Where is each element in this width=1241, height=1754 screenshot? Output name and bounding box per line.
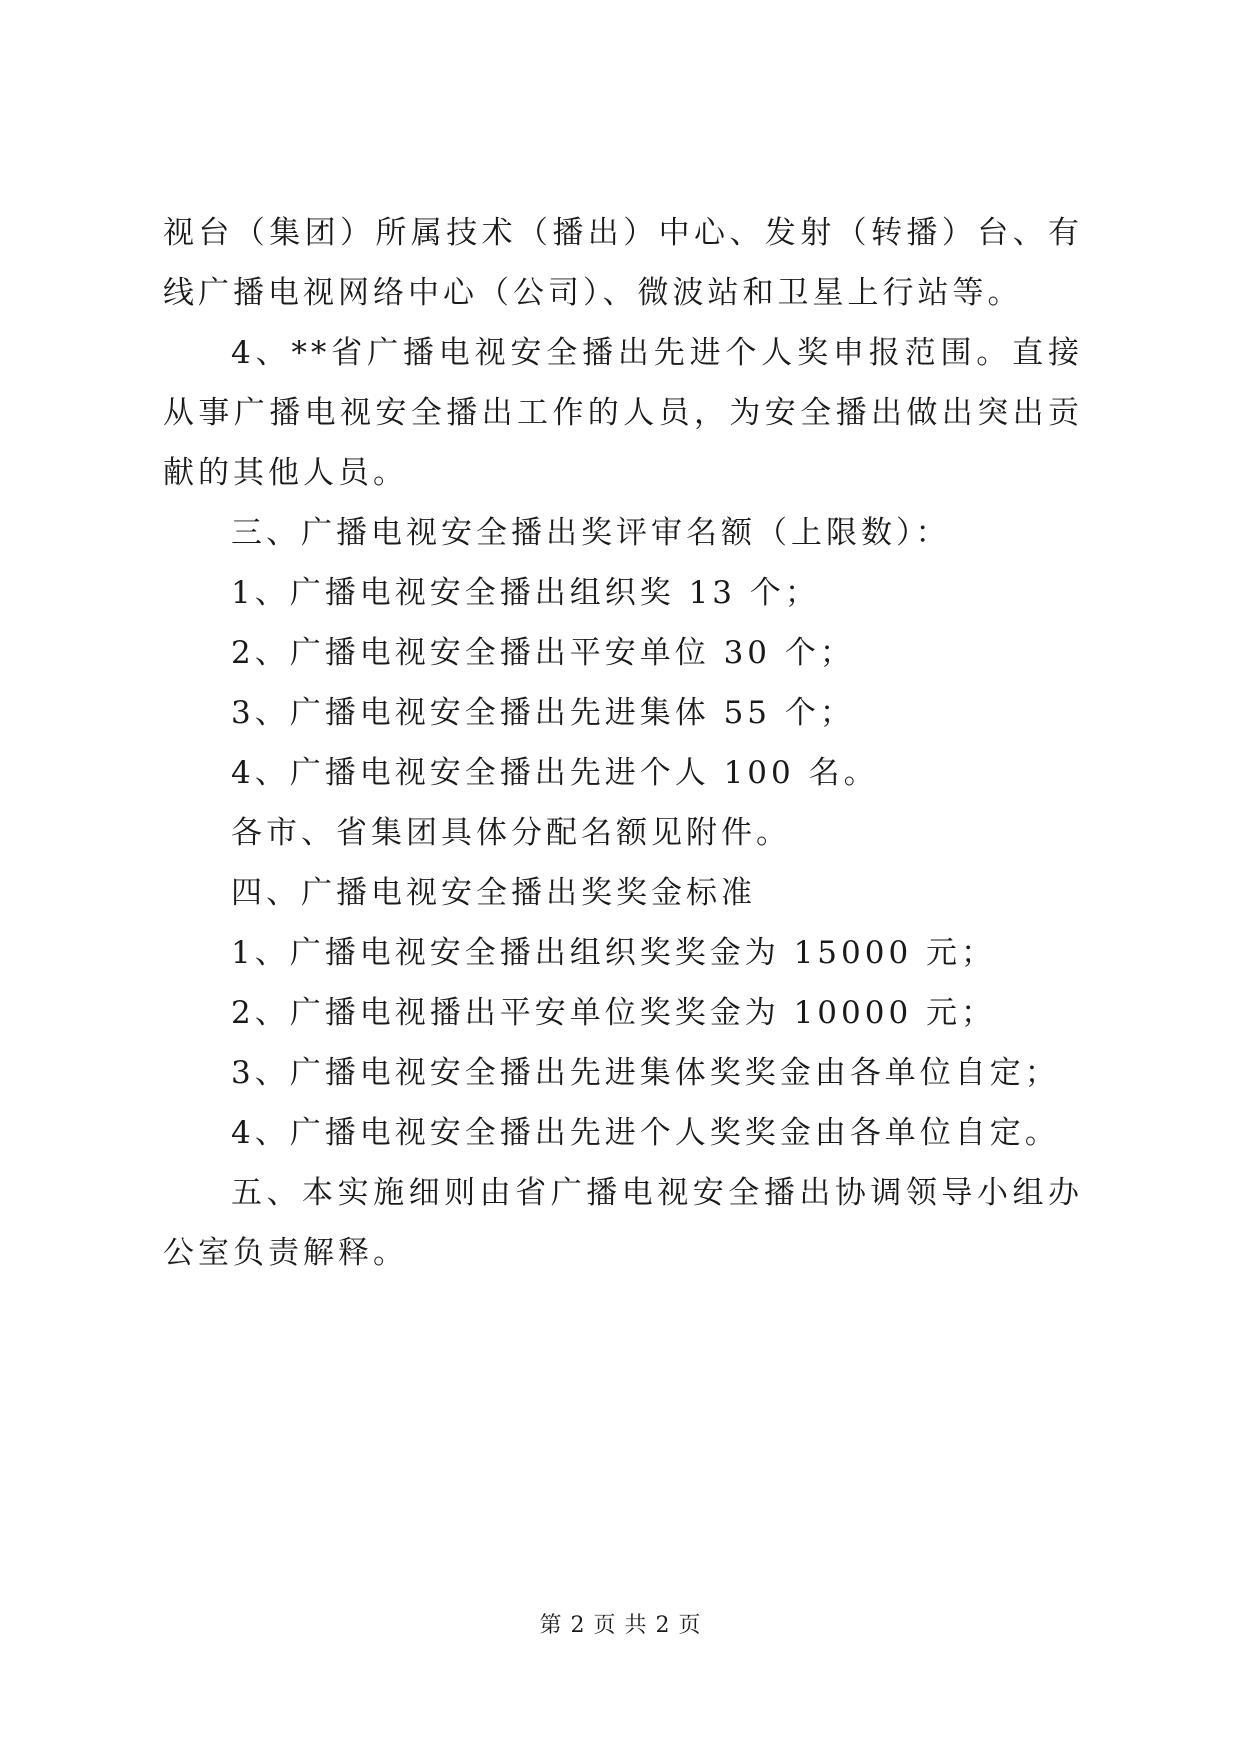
list-item-quota-organization: 1、广播电视安全播出组织奖 13 个； (231, 575, 820, 611)
section-heading-interpretation: 五、本实施细则由省广播电视安全播出协调领导小组办公室负责解释。 (163, 1175, 1083, 1271)
page-number-footer: 第 2 页 共 2 页 (539, 1613, 702, 1638)
document-body (163, 203, 1083, 1283)
list-item-bonus-collective: 3、广播电视安全播出先进集体奖奖金由各单位自定； (231, 1055, 1060, 1091)
section-heading-bonus: 四、广播电视安全播出奖奖金标准 (231, 875, 756, 911)
list-item-quota-safe-unit: 2、广播电视安全播出平安单位 30 个； (231, 635, 855, 671)
paragraph-continuation: 视台（集团）所属技术（播出）中心、发射（转播）台、有线广播电视网络中心（公司）、微波站和卫星上行站等。 (163, 215, 1083, 311)
list-item-quota-individual: 4、广播电视安全播出先进个人 100 名。 (231, 755, 879, 791)
paragraph-allocation-note: 各市、省集团具体分配名额见附件。 (231, 815, 791, 851)
list-item-bonus-organization: 1、广播电视安全播出组织奖奖金为 15000 元； (231, 935, 997, 971)
paragraph-individual-award-scope: 4、**省广播电视安全播出先进个人奖申报范围。直接从事广播电视安全播出工作的人员，为安全播出做出突出贡献的其他人员。 (163, 335, 1083, 491)
list-item-quota-collective: 3、广播电视安全播出先进集体 55 个； (231, 695, 855, 731)
list-item-bonus-individual: 4、广播电视安全播出先进个人奖奖金由各单位自定。 (231, 1115, 1060, 1151)
section-heading-quota: 三、广播电视安全播出奖评审名额（上限数）： (231, 515, 951, 551)
list-item-bonus-safe-unit: 2、广播电视播出平安单位奖奖金为 10000 元； (231, 995, 997, 1031)
